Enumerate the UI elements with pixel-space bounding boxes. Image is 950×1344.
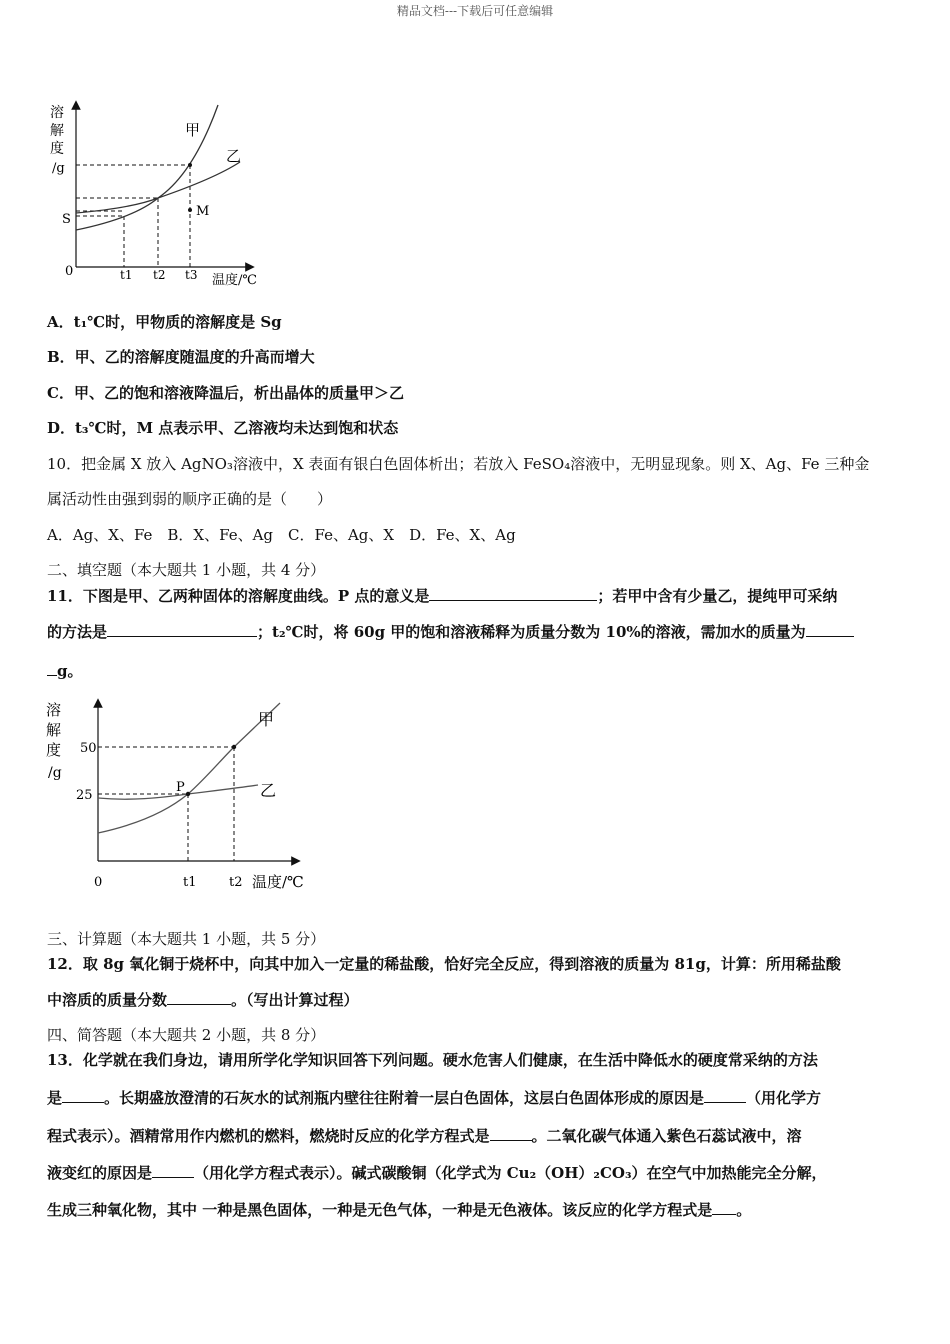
q13-text-3b: 。二氧化碳气体通入紫色石蕊试液中，溶 [531, 1127, 802, 1145]
q12-text-2b: 。（写出计算过程） [231, 991, 359, 1009]
y-axis-label-2: 解 [50, 123, 64, 139]
q11-text-2a: 的方法是 [47, 623, 108, 641]
origin-label: 0 [94, 875, 103, 890]
q13-line1: 13．化学就在我们身边，请用所学化学知识回答下列问题。硬水危害人们健康，在生活中降低水的硬度常采纳的方法 [47, 1051, 818, 1069]
y-axis-label-2: 解 [46, 721, 62, 739]
q13-text-4b: （用化学方程式表示）。碱式碳酸铜（化学式为 Cu₂（OH）₂CO₃）在空气中加热能完全分解， [194, 1164, 827, 1182]
point-jia-t2 [232, 745, 236, 749]
q11-blank-1 [429, 586, 597, 601]
section-4-title: 四、简答题（本大题共 2 小题，共 8 分） [47, 1026, 326, 1044]
option-b: B．甲、乙的溶解度随温度的升高而增大 [47, 348, 315, 366]
page-header: 精品文档---下载后可任意编辑 [396, 4, 554, 18]
q13-line3 [47, 1125, 802, 1146]
q13-blank-2 [704, 1088, 746, 1103]
q13-line5 [47, 1199, 751, 1220]
section-3-title: 三、计算题（本大题共 1 小题，共 5 分） [47, 930, 326, 948]
q12-text-2a: 中溶质的质量分数 [47, 991, 168, 1009]
q13-blank-5 [712, 1200, 736, 1215]
x-axis-label: 温度/℃ [212, 273, 257, 288]
q12-line2 [47, 989, 359, 1010]
section-2-title: 二、填空题（本大题共 1 小题，共 4 分） [47, 561, 326, 579]
q13-text-4a: 液变红的原因是 [47, 1164, 153, 1182]
option-c: C．甲、乙的饱和溶液降温后，析出晶体的质量甲＞乙 [47, 384, 404, 402]
option-d: D．t₃℃时，M 点表示甲、乙溶液均未达到饱和状态 [47, 419, 399, 437]
point-p [186, 792, 190, 796]
x-tick-t1: t1 [120, 268, 133, 282]
option-a: A．t₁℃时，甲物质的溶解度是 Sg [47, 313, 282, 331]
q13-text-2a: 是 [47, 1089, 63, 1107]
q13-blank-3 [490, 1126, 532, 1141]
q11-text-1a: 11．下图是甲、乙两种固体的溶解度曲线。P 点的意义是 [47, 587, 430, 605]
y-tick-25: 25 [76, 788, 93, 803]
q11-blank-2 [107, 622, 257, 637]
x-tick-t1: t1 [183, 875, 197, 890]
q13-line4 [47, 1162, 827, 1183]
q10-line2: 属活动性由强到弱的顺序正确的是（ ） [47, 490, 333, 508]
q12-blank [167, 990, 231, 1005]
x-tick-t2: t2 [153, 268, 166, 282]
q13-text-5a: 生成三种氧化物，其中 一种是黑色固体，一种是无色气体，一种是无色液体。该反应的化学方程式是 [47, 1201, 713, 1219]
y-axis-label-4: /g [52, 161, 65, 176]
q10-line1: 10．把金属 X 放入 AgNO₃溶液中，X 表面有银白色固体析出；若放入 FeSO₄溶液中，无明显现象。则 X、Ag、Fe 三种金 [47, 455, 870, 473]
y-axis-label-3: 度 [46, 741, 62, 759]
q12-line1: 12．取 8g 氧化铜于烧杯中，向其中加入一定量的稀盐酸，恰好完全反应，得到溶液的质量为 81g，计算：所用稀盐酸 [47, 955, 841, 973]
jia-label: 甲 [258, 710, 275, 729]
y-axis-label-1: 溶 [46, 701, 62, 719]
origin-label: 0 [65, 264, 74, 279]
q13-text-5b: 。 [736, 1201, 752, 1219]
q11-blank-3-cont [47, 661, 57, 676]
q11-text-2b: ；t₂℃时，将 60g 甲的饱和溶液稀释为质量分数为 10%的溶液，需加水的质量为 [257, 623, 806, 641]
q13-text-3a: 程式表示）。酒精常用作内燃机的燃料，燃烧时反应的化学方程式是 [47, 1127, 490, 1145]
q11-blank-3 [806, 622, 854, 637]
jia-label: 甲 [185, 121, 201, 139]
q10-options: A．Ag、X、Fe B．X、Fe、Ag C．Fe、Ag、X D．Fe、X、Ag [47, 526, 516, 544]
q11-line1 [47, 585, 837, 606]
solubility-chart-1 [40, 95, 280, 295]
q11-text-1b: ；若甲中含有少量乙，提纯甲可采纳 [597, 587, 838, 605]
yi-label: 乙 [260, 781, 277, 800]
q13-blank-1 [62, 1088, 104, 1103]
s-label: S [62, 212, 71, 227]
p-label: P [176, 780, 185, 795]
q11-line3 [47, 660, 83, 681]
x-axis-label: 温度/℃ [252, 873, 304, 891]
point-jia-t3 [188, 163, 192, 167]
q13-blank-4 [152, 1163, 194, 1178]
y-tick-50: 50 [80, 741, 97, 756]
point-m [188, 208, 192, 212]
solubility-chart-2 [40, 695, 320, 895]
curve-jia [98, 703, 280, 833]
q13-text-2b: 。长期盛放澄清的石灰水的试剂瓶内壁往往附着一层白色固体，这层白色固体形成的原因是 [104, 1089, 705, 1107]
x-tick-t3: t3 [185, 268, 198, 282]
q13-text-2c: （用化学方 [746, 1089, 822, 1107]
yi-label: 乙 [226, 147, 242, 165]
y-axis-label-1: 溶 [50, 105, 64, 121]
x-tick-t2: t2 [229, 875, 243, 890]
q13-line2 [47, 1087, 821, 1108]
q11-line2 [47, 621, 854, 642]
y-axis-label-3: 度 [50, 141, 64, 157]
y-axis-label-4: /g [48, 765, 62, 781]
q11-text-3: g。 [57, 662, 83, 680]
m-label: M [196, 204, 210, 219]
